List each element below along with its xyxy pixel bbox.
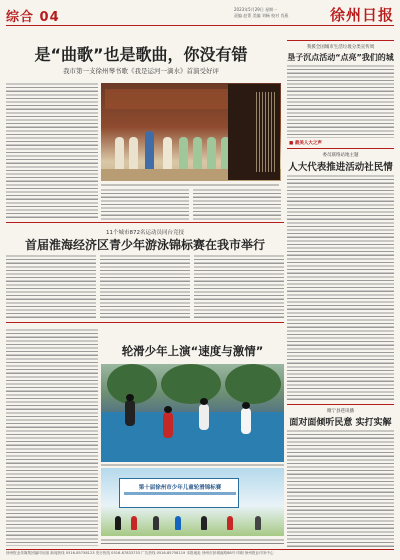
skater-figure [241,408,251,434]
editor-line: 责编 赵菁 美编 刘畅 校对 肖燕 [234,13,289,18]
right-kicker-2: 委员联络站地主题 [322,153,359,158]
right-headline-3: 面对面倾听民意 实打实解 [289,418,392,428]
right-body-2 [287,174,394,402]
event-banner-board [119,478,239,508]
stage-side-screen [228,84,280,180]
skater-helmet [242,402,250,409]
sport-body-col-1 [6,328,98,546]
crowd-figure [255,516,261,530]
background-tree [225,364,281,404]
crowd-figure [131,516,137,530]
crowd-figure [153,516,159,530]
skater-figure [199,404,209,430]
performer-figure [115,137,124,171]
performer-figure [193,137,202,171]
right-column-rule [287,148,394,149]
right-tag-1: ■ 最美人大之声 [289,141,322,146]
right-body-3 [287,429,394,547]
performer-figure [145,131,154,171]
right-headline-1: 垦子沉点活动“点亮”我们的城 [287,53,394,62]
crowd-figure [201,516,207,530]
masthead: 徐州日报 [329,6,394,24]
section-label: 综合 04 [6,10,60,25]
lead-headline: 是“曲歌”也是歌曲，你没有错 [34,45,248,64]
event-banner-text: 第十届徐州市少年儿童轮滑锦标赛 [138,485,222,491]
lead-subhead: 我市第一支徐州琴书歌《我是运河一滴水》首演受好评 [63,67,219,75]
crowd-figure [115,516,121,530]
date-line: 2023年5月29日 星期一 [234,7,278,12]
roller-skating-photo [101,364,284,462]
mid-body-col-3 [194,254,284,318]
screen-lyrics [254,92,276,172]
event-photo-caption [101,538,284,546]
rink-photo-caption [101,463,284,467]
performer-figure [129,137,138,171]
mid-headline: 首届淮海经济区青少年游泳锦标赛在我市举行 [24,238,265,252]
lead-body-col-3 [193,188,281,220]
performer-figure [179,137,188,171]
crowd-figure [175,516,181,530]
crowd-figure [227,516,233,530]
right-column-rule [287,404,394,405]
skater-figure [125,400,135,426]
sport-headline: 轮滑少年上演“速度与激情” [121,344,264,358]
right-column-rule [287,40,394,41]
performer-figure [207,137,216,171]
lead-photo-caption [101,183,279,187]
mid-body-col-1 [6,254,96,318]
background-tree [161,364,221,404]
mid-body-col-2 [100,254,190,318]
skater-helmet [164,406,172,413]
right-body-1 [287,64,394,138]
right-kicker-3: 睢宁县巷讯播 [327,409,354,414]
page-header [6,4,394,26]
event-banner-stripe [124,492,236,495]
lead-body-col-1 [6,82,98,220]
skater-helmet [126,394,134,401]
right-headline-2: 人大代表推进活动社民情 [288,162,393,173]
page-footer: 徐州报业传媒集团编印出版 新闻热线 0516-85758123 发行热线 0516-87833733 广告热线 0516-85758119 本报地址 徐州市彭城南路88号 印刷 徐州报业印务中心 [6,549,394,557]
skater-helmet [200,398,208,405]
event-venue-photo [101,468,284,536]
mid-kicker: 11个城市872名运动员同台竞技 [106,230,184,236]
section-divider [6,322,284,323]
performer-figure [163,137,172,171]
lead-body-col-2 [101,188,189,220]
header-meta [234,7,288,19]
skater-figure [163,412,173,438]
right-kicker-1: 我援全国城市生活垃圾分类宣传周 [306,45,375,50]
section-divider [6,222,284,223]
